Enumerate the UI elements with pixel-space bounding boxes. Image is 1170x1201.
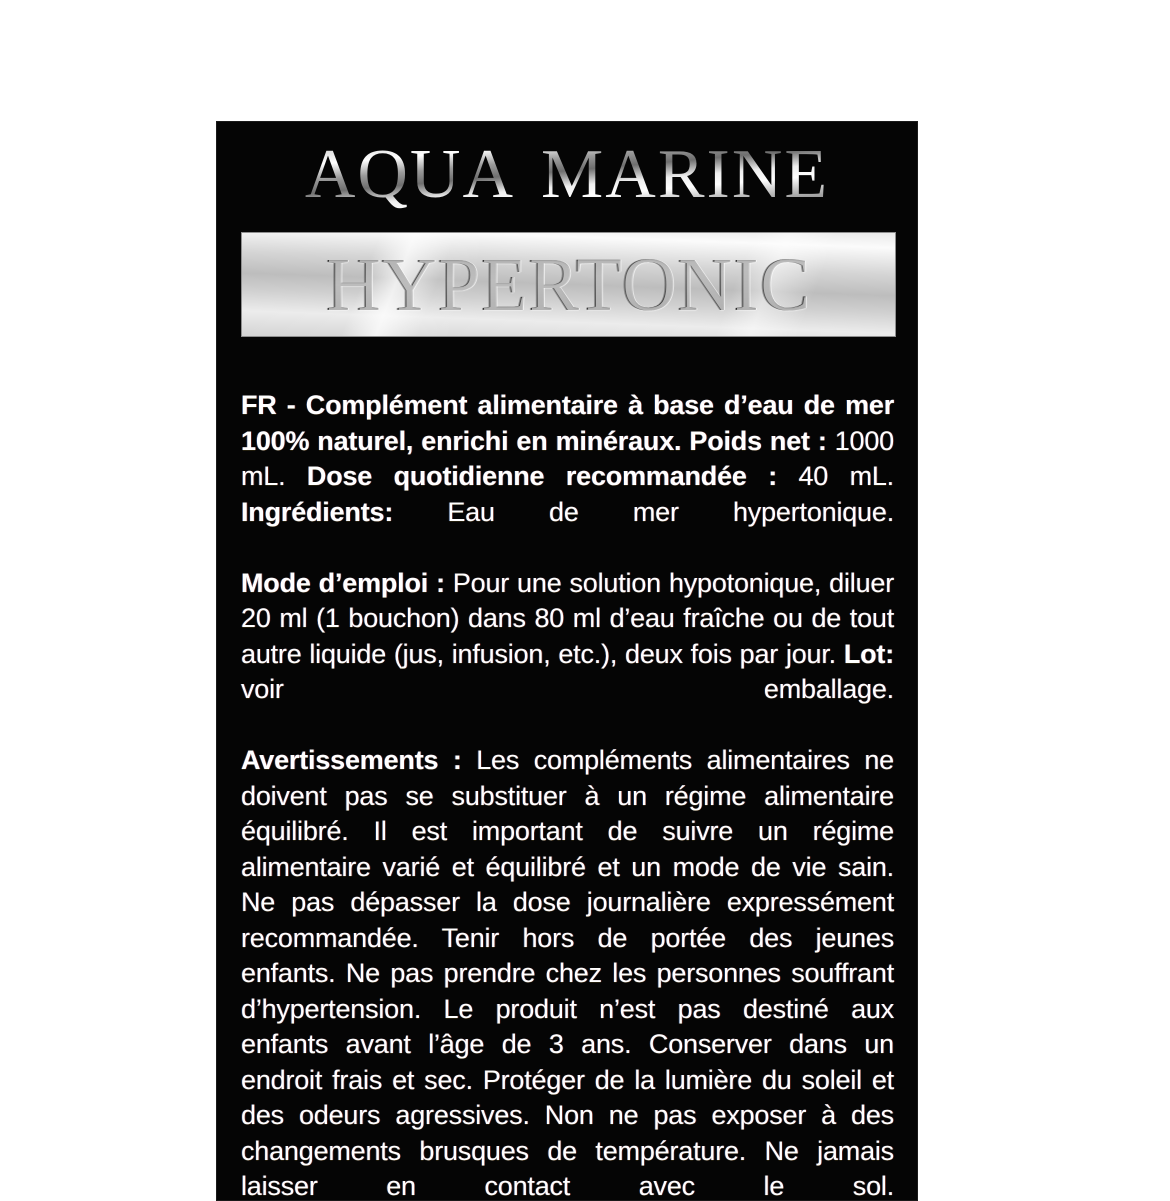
product-info-bold-3: Ingrédients: bbox=[241, 496, 394, 527]
product-label-panel bbox=[216, 121, 918, 1201]
brand-word-aqua: AQUA bbox=[304, 136, 516, 213]
warnings-text-1: Les compléments alimentaires ne doivent pas se substituer à un régime alimentaire équilibré. Il est important de suivre un régime alimentaire varié et équilibré et un mode de vie sain. Ne pas dépasser la dose journalière expressément recommandée. Tenir hors de portée des jeunes enfants. Ne pas prendre chez les personnes souffrant d’hypertension. Le produit n’est pas destiné aux enfants avant l’âge de 3 ans. Conserver dans un endroit frais et sec. Protéger de la lumière du soleil et des odeurs agressives. Non ne pas exposer à des changements brusques de température. Ne jamais laisser en contact avec le sol. bbox=[241, 745, 894, 1201]
brand-word-marine: MARINE bbox=[541, 136, 830, 213]
brand-wordmark bbox=[216, 135, 918, 215]
product-info-bold-1: FR - Complément alimentaire à base d’eau de mer 100% naturel, enrichi en minéraux. Poids net : bbox=[241, 390, 894, 456]
usage-text-2: voir emballage. bbox=[241, 674, 894, 704]
paragraph-product-info bbox=[241, 388, 894, 566]
product-info-text-3: Eau de mer hypertonique. bbox=[393, 496, 894, 527]
product-info-bold-2: Dose quotidienne recommandée : bbox=[306, 461, 777, 491]
warnings-bold-1: Avertissements : bbox=[241, 745, 462, 775]
product-info-text-1: 1000 mL. bbox=[241, 425, 894, 491]
usage-bold-1: Mode d’emploi : bbox=[241, 567, 445, 598]
paragraph-usage-instructions bbox=[241, 566, 894, 744]
paragraph-warnings bbox=[241, 743, 894, 1201]
usage-bold-2: Lot: bbox=[843, 638, 894, 669]
label-copy bbox=[241, 388, 894, 1201]
usage-text-1: Pour une solution hypotonique, diluer 20 ml (1 bouchon) dans 80 ml d’eau fraîche ou de tout autre liquide (jus, infusion, etc.), deux fois par jour. bbox=[241, 567, 894, 669]
variant-name-plate bbox=[241, 232, 896, 337]
product-info-text-2: 40 mL. bbox=[777, 461, 894, 491]
variant-name-text: HYPERTONIC bbox=[242, 233, 895, 336]
